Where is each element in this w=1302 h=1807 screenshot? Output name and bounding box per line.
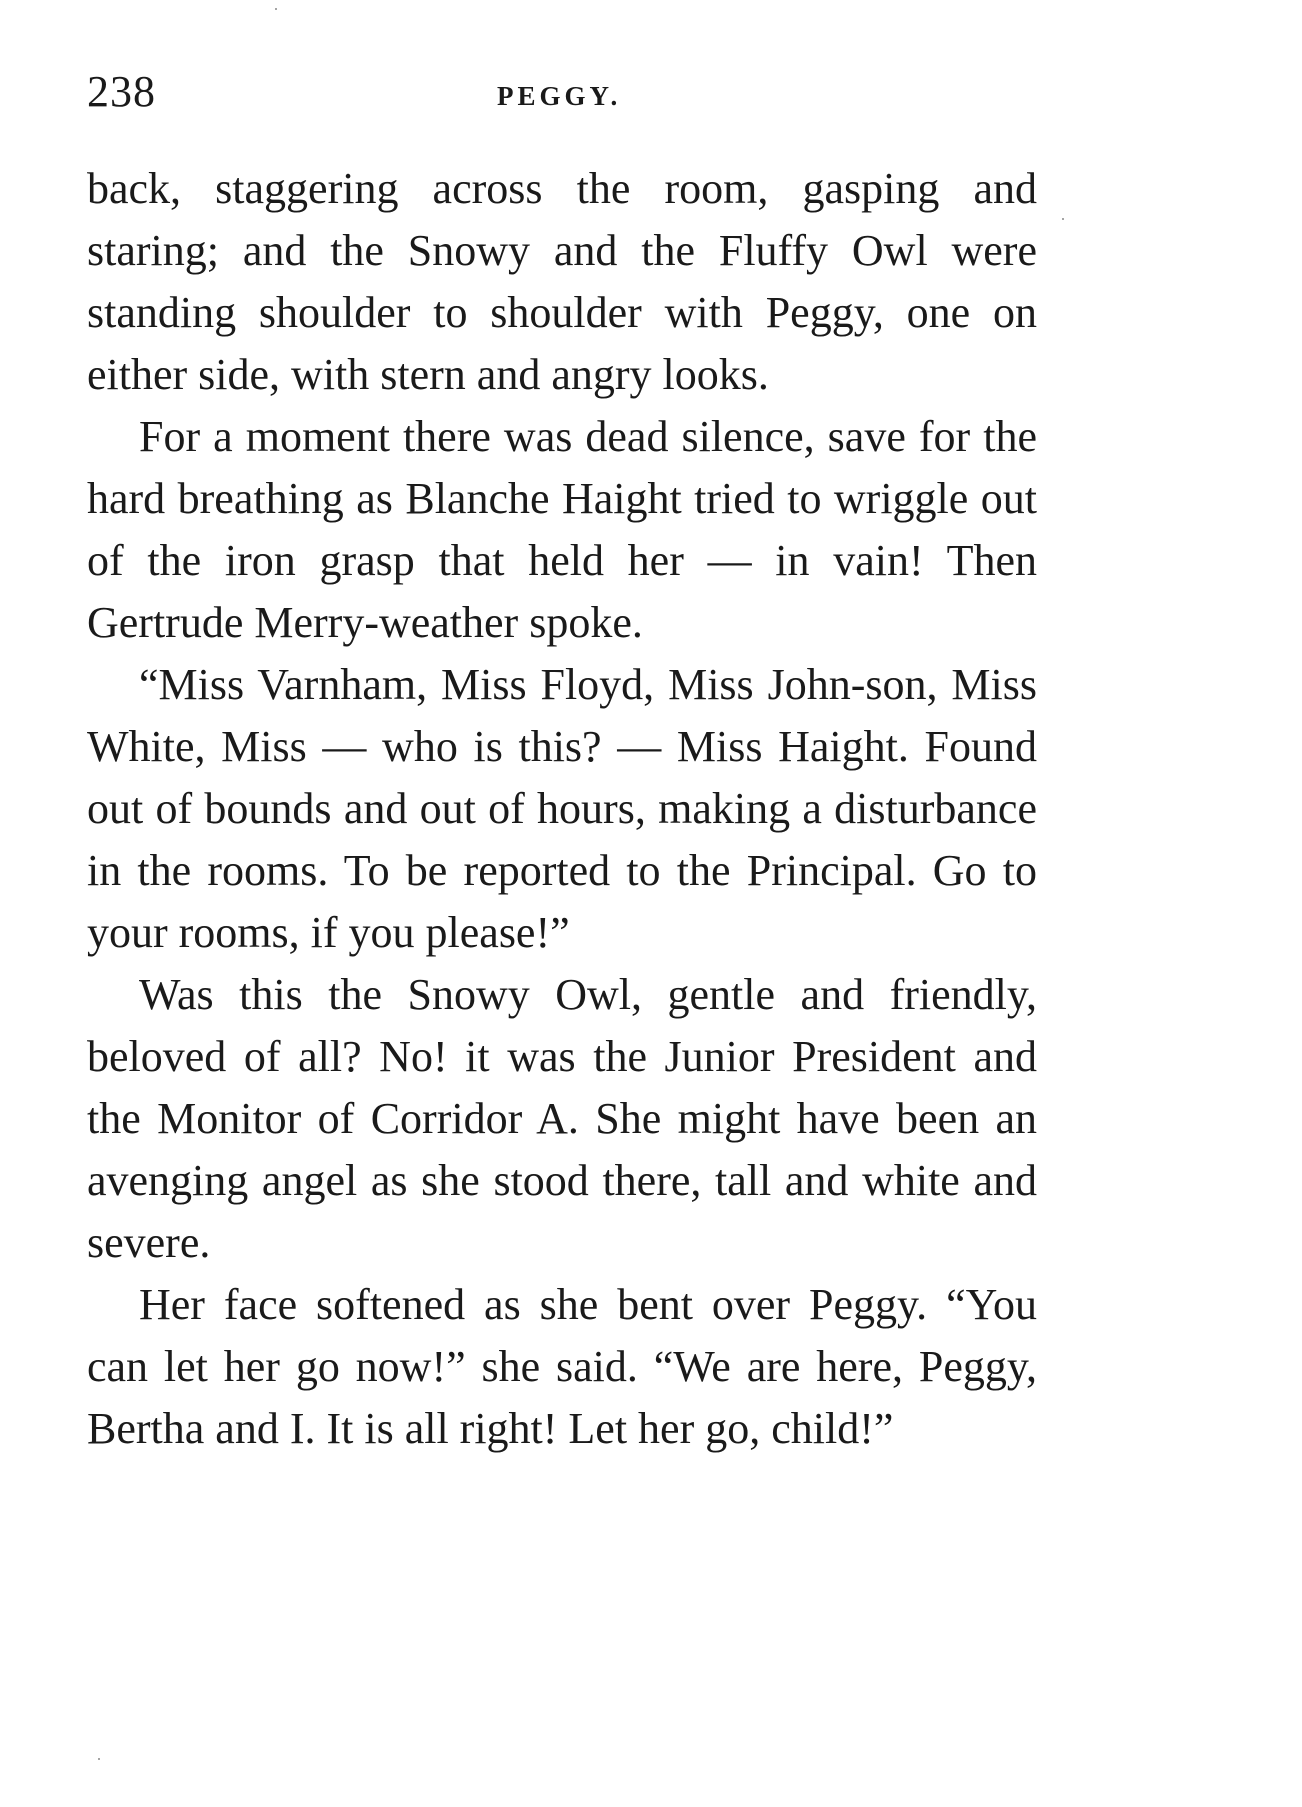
paragraph-3: “Miss Varnham, Miss Floyd, Miss John-son, Miss White, Miss — who is this? — Miss Haight. Found out of bounds and out of hours, making a disturbance in the rooms. To be reported to the Principal. Go to your rooms, if you please!” <box>87 660 1037 957</box>
page-number: 238 <box>87 67 156 116</box>
page-header <box>87 62 1035 122</box>
scan-speck <box>98 1758 100 1760</box>
scan-speck <box>1062 218 1064 220</box>
paragraph-5: Her face softened as she bent over Peggy. “You can let her go now!” she said. “We are here, Peggy, Bertha and I. It is all right! Let her go, child!” <box>87 1280 1037 1453</box>
paragraph-4: Was this the Snowy Owl, gentle and friendly, beloved of all? No! it was the Junior President and the Monitor of Corridor A. She might have been an avenging angel as she stood there, tall and white and severe. <box>87 970 1037 1267</box>
scan-speck <box>275 8 277 10</box>
paragraph-2: For a moment there was dead silence, save for the hard breathing as Blanche Haight tried to wriggle out of the iron grasp that held her — in vain! Then Gertrude Merry-weather spoke. <box>87 412 1037 647</box>
running-head: PEGGY. <box>497 81 622 111</box>
body-text <box>87 158 1037 1460</box>
paragraph-1: back, staggering across the room, gasping and staring; and the Snowy and the Fluffy Owl were standing shoulder to shoulder with Peggy, one on either side, with stern and angry looks. <box>87 164 1037 399</box>
